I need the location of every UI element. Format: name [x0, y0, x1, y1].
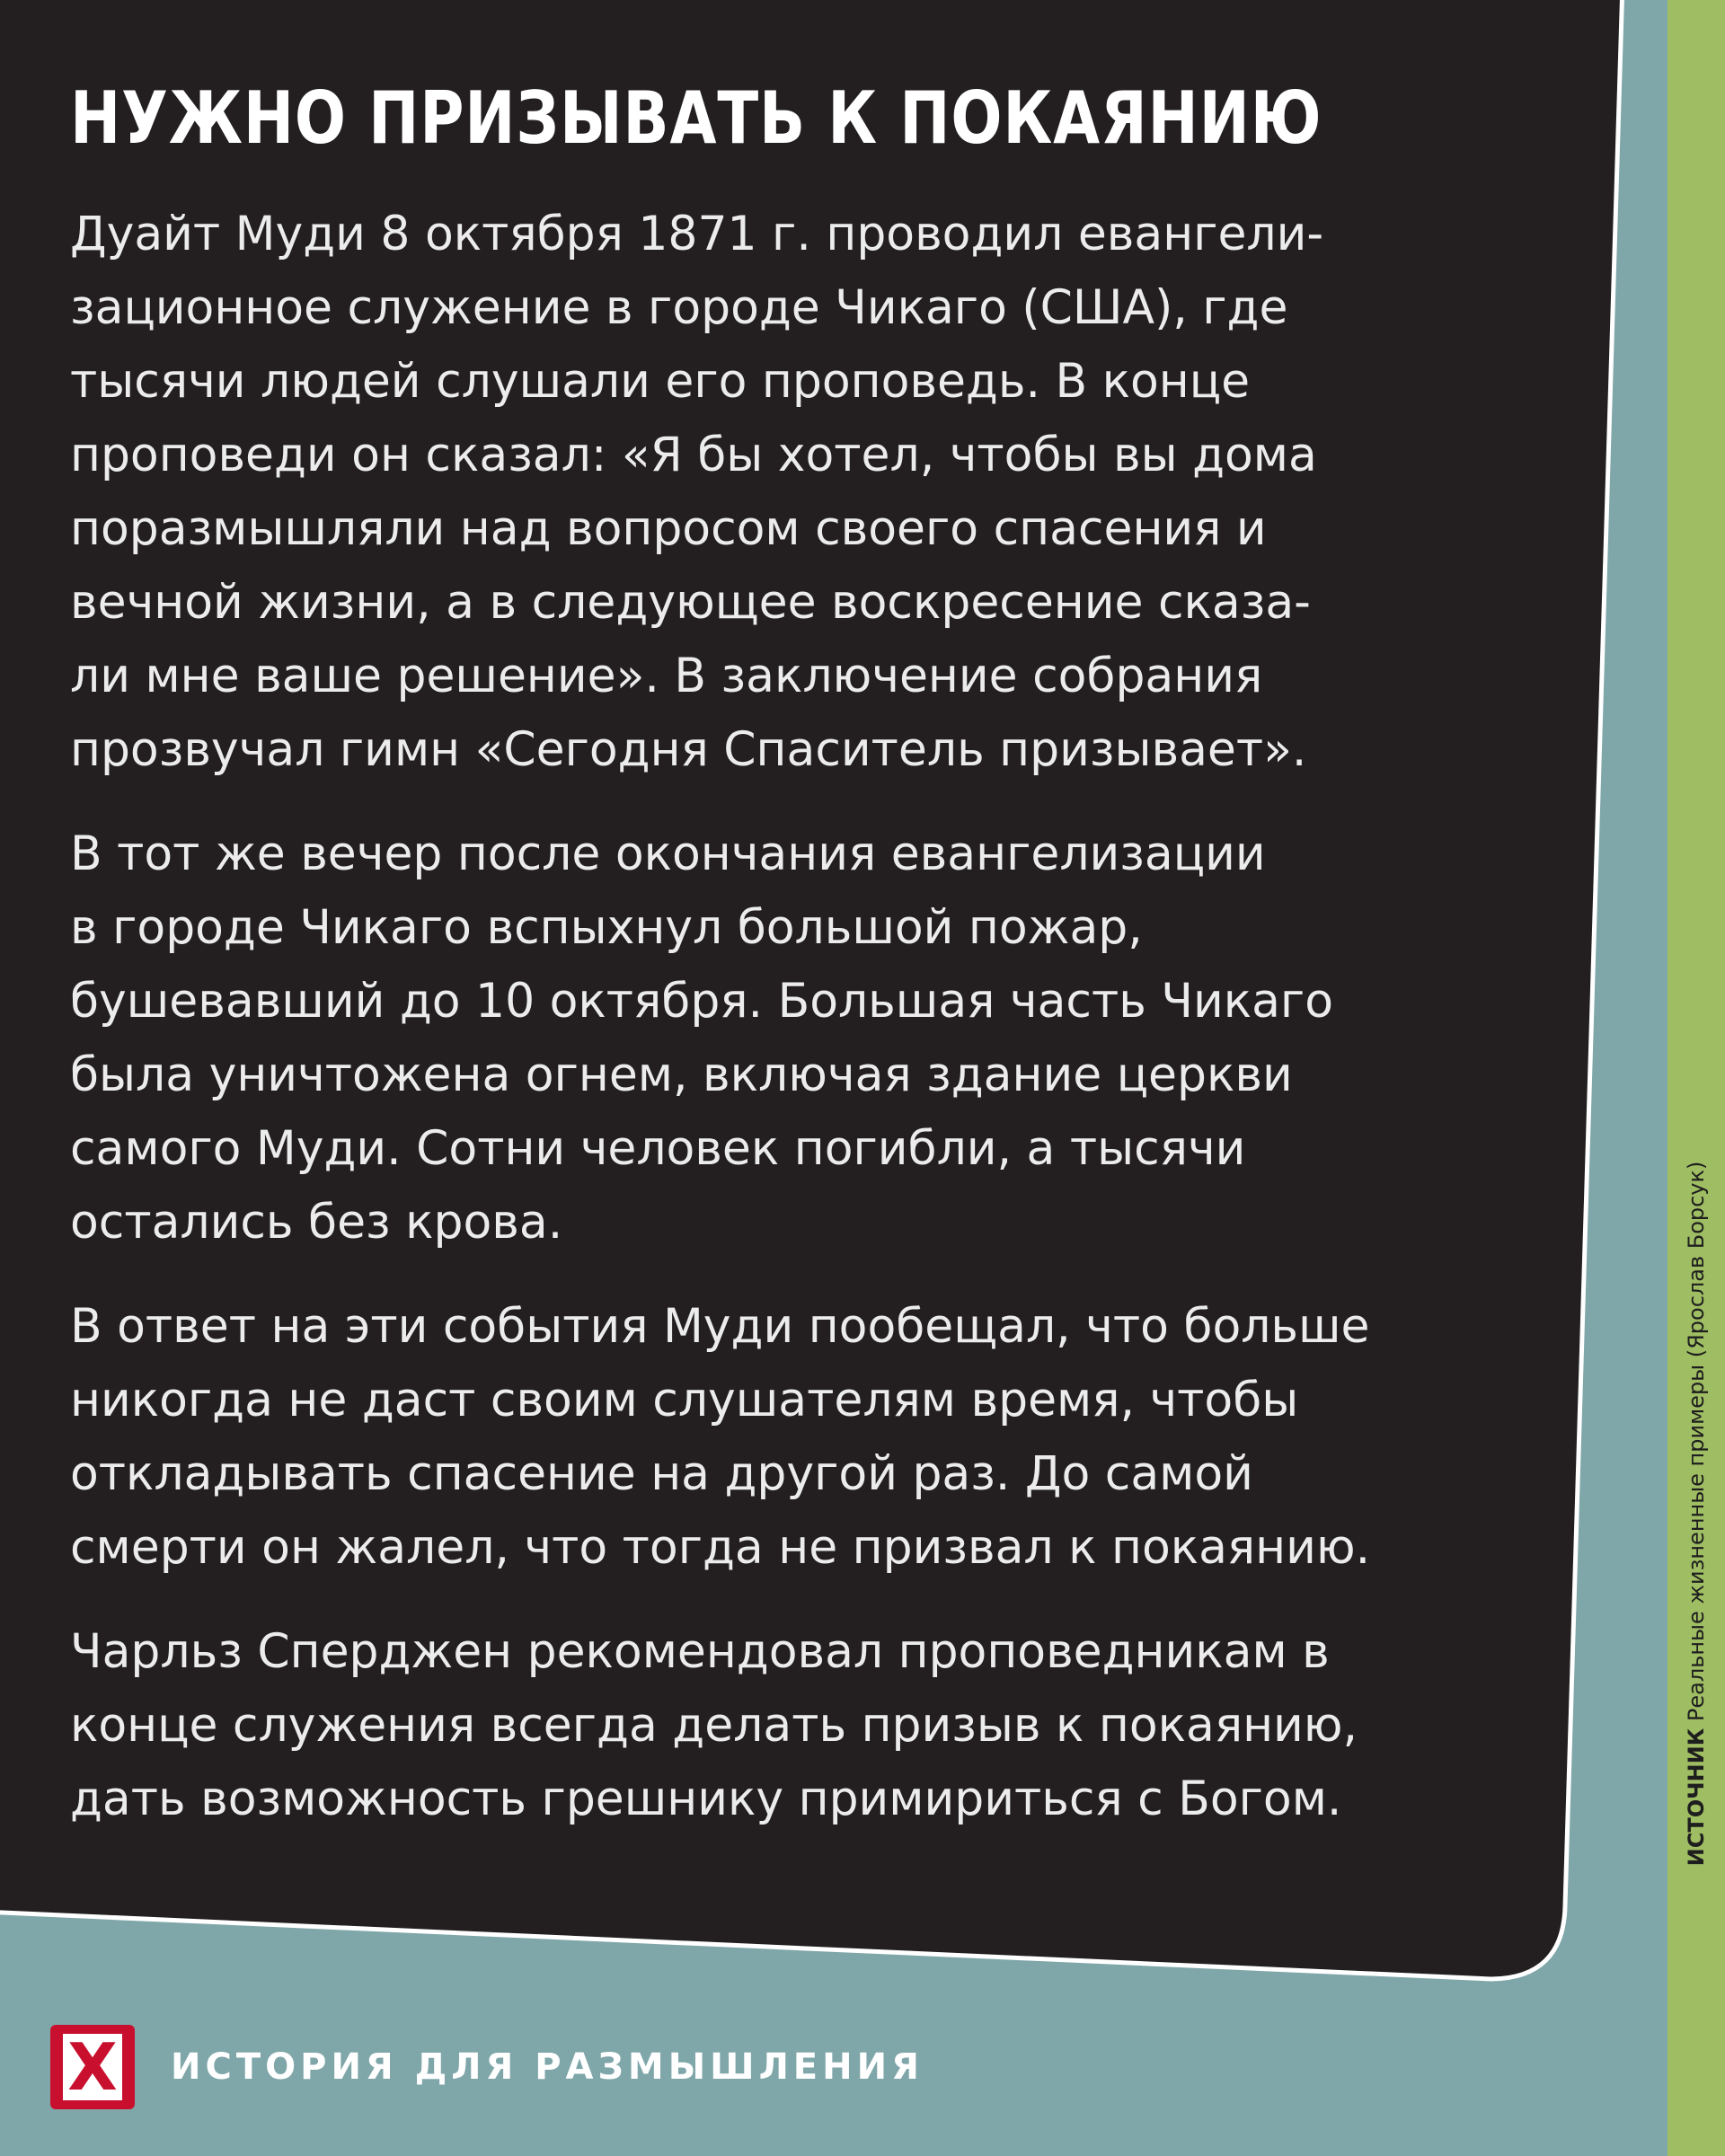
text-line: в городе Чикаго вспыхнул большой пожар, [70, 900, 1143, 955]
text-line: проповеди он сказал: «Я бы хотел, чтобы вы дома [70, 428, 1317, 482]
paragraph-gap [70, 1259, 1597, 1290]
paragraph-gap [70, 1585, 1597, 1615]
text-line: самого Муди. Сотни человек погибли, а тысячи [70, 1121, 1246, 1176]
text-line: откладывать спасение на другой раз. До самой [70, 1446, 1253, 1501]
source-text: Реальные жизненные примеры (Ярослав Борсук) [1684, 1161, 1709, 1722]
series-label: ИСТОРИЯ ДЛЯ РАЗМЫШЛЕНИЯ [171, 2046, 924, 2088]
text-line: никогда не даст своим слушателям время, чтобы [70, 1373, 1299, 1427]
text-line: зационное служение в городе Чикаго (США), где [70, 280, 1288, 335]
text-line: была уничтожена огнем, включая здание церкви [70, 1047, 1293, 1102]
text-line: бушевавший до 10 октября. Большая часть Чикаго [70, 974, 1333, 1029]
text-line: ли мне ваше решение». В заключение собрания [70, 649, 1263, 703]
source-credit [1684, 1162, 1709, 1867]
source-label: ИСТОЧНИК [1684, 1727, 1709, 1867]
text-line: конце служения всегда делать призыв к покаянию, [70, 1698, 1358, 1753]
text-line: остались без крова. [70, 1195, 563, 1250]
series-logo-icon [50, 2025, 135, 2109]
text-line: В ответ на эти события Муди пообещал, что больше [70, 1299, 1370, 1354]
paragraph-3 [70, 1290, 1597, 1585]
text-line: Дуайт Муди 8 октября 1871 г. проводил евангели- [70, 207, 1324, 261]
logo-letter: X [67, 2029, 118, 2105]
paragraph-2 [70, 817, 1597, 1259]
paragraph-4 [70, 1615, 1597, 1836]
text-line: дать возможность грешнику примириться с Богом. [70, 1772, 1342, 1826]
text-line: смерти он жалел, что тогда не призвал к покаянию. [70, 1520, 1371, 1575]
article-title: НУЖНО ПРИЗЫВАТЬ К ПОКАЯНИЮ [70, 76, 1322, 160]
paragraph-gap [70, 787, 1597, 817]
article-body [70, 198, 1597, 1836]
text-line: Чарльз Сперджен рекомендовал проповедникам в [70, 1624, 1330, 1679]
paragraph-1 [70, 198, 1597, 787]
text-line: тысячи людей слушали его проповедь. В конце [70, 354, 1251, 409]
text-line: В тот же вечер после окончания евангелизации [70, 826, 1266, 881]
text-line: вечной жизни, а в следующее воскресение сказа- [70, 575, 1311, 630]
text-line: поразмышляли над вопросом своего спасения и [70, 501, 1267, 556]
text-line: прозвучал гимн «Сегодня Спаситель призывает». [70, 722, 1307, 777]
